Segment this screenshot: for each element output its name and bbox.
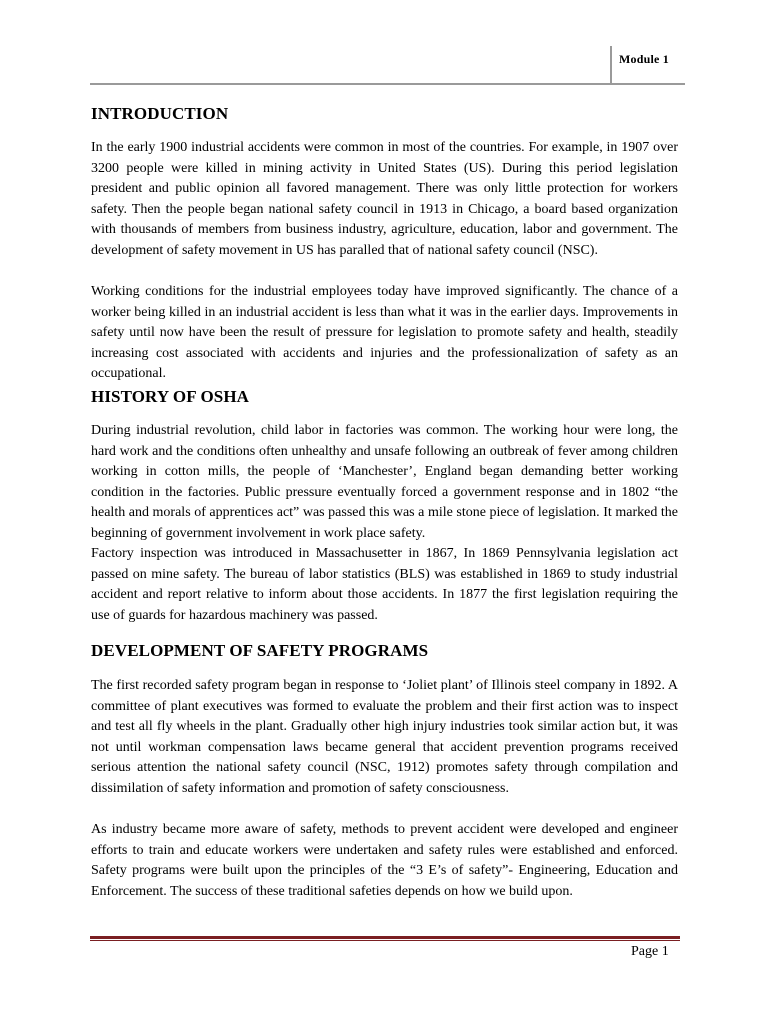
paragraph-history-2: Factory inspection was introduced in Massachusetter in 1867, In 1869 Pennsylvania legislation act passed on mine safety. The bureau of labor statistics (BLS) was established in 1869 to study industrial accident and report relative to inform about those accidents. In 1877 the first legislation requiring the use of guards for hazardous machinery was passed. bbox=[91, 546, 678, 623]
paragraph-intro-1: In the early 1900 industrial accidents were common in most of the countries. For example, in 1907 over 3200 people were killed in mining activity in United States (US). During this period legislation president and public opinion all favored management. There was only little protection for workers safety. Then the people began national safety council in 1913 in Chicago, a board based organization with thousands of members from business industry, agriculture, education, labor and government. The development of safety movement in US has paralled that of national safety council (NSC). bbox=[91, 140, 678, 258]
paragraph-history-1: During industrial revolution, child labor in factories was common. The working hour were long, the hard work and the conditions often unhealthy and unsafe following an outbreak of fever among children working in cotton mills, the people of ‘Manchester’, England began demanding better working condition in the factories. Public pressure eventually forced a government response and in 1802 “the health and morals of apprentices act” was passed this was a mile stone piece of legislation. It marked the beginning of government involvement in work place safety. bbox=[91, 423, 678, 541]
paragraph-development-1: The first recorded safety program began in response to ‘Joliet plant’ of Illinois steel company in 1892. A committee of plant executives was formed to evaluate the problem and their first action was to inspect and test all fly wheels in the plant. Gradually other high injury industries took similar action but, it was not until workman compensation laws became general that accident prevention programs received serious attention the national safety council (NSC, 1912) promotes safety through compilation and dissimilation of safety information and promotion of safety consciousness. bbox=[91, 678, 678, 796]
footer-rule-thin bbox=[90, 940, 680, 941]
heading-development-of-safety-programs: DEVELOPMENT OF SAFETY PROGRAMS bbox=[91, 641, 429, 660]
module-label: Module 1 bbox=[619, 52, 669, 66]
page-number: Page 1 bbox=[631, 944, 669, 959]
heading-introduction: INTRODUCTION bbox=[91, 104, 229, 123]
heading-history-of-osha: HISTORY OF OSHA bbox=[91, 387, 250, 406]
header-rule bbox=[90, 83, 685, 85]
header-vertical-bar bbox=[610, 46, 612, 83]
paragraph-development-2: As industry became more aware of safety, methods to prevent accident were developed and engineer efforts to train and educate workers were undertaken and safety rules were established and enforced. Safety programs were built upon the principles of the “3 E’s of safety”- Engineering, Education and Enforcement. The success of these traditional safeties depends on how we build upon. bbox=[91, 822, 678, 899]
paragraph-intro-2: Working conditions for the industrial employees today have improved significantly. The chance of a worker being killed in an industrial accident is less than what it was in the earlier days. Improvements in safety until now have been the result of pressure for legislation to promote safety and health, steadily increasing cost associated with accidents and injuries and the professionalization of safety as an occupational. bbox=[91, 284, 678, 382]
footer-rule bbox=[90, 936, 680, 939]
